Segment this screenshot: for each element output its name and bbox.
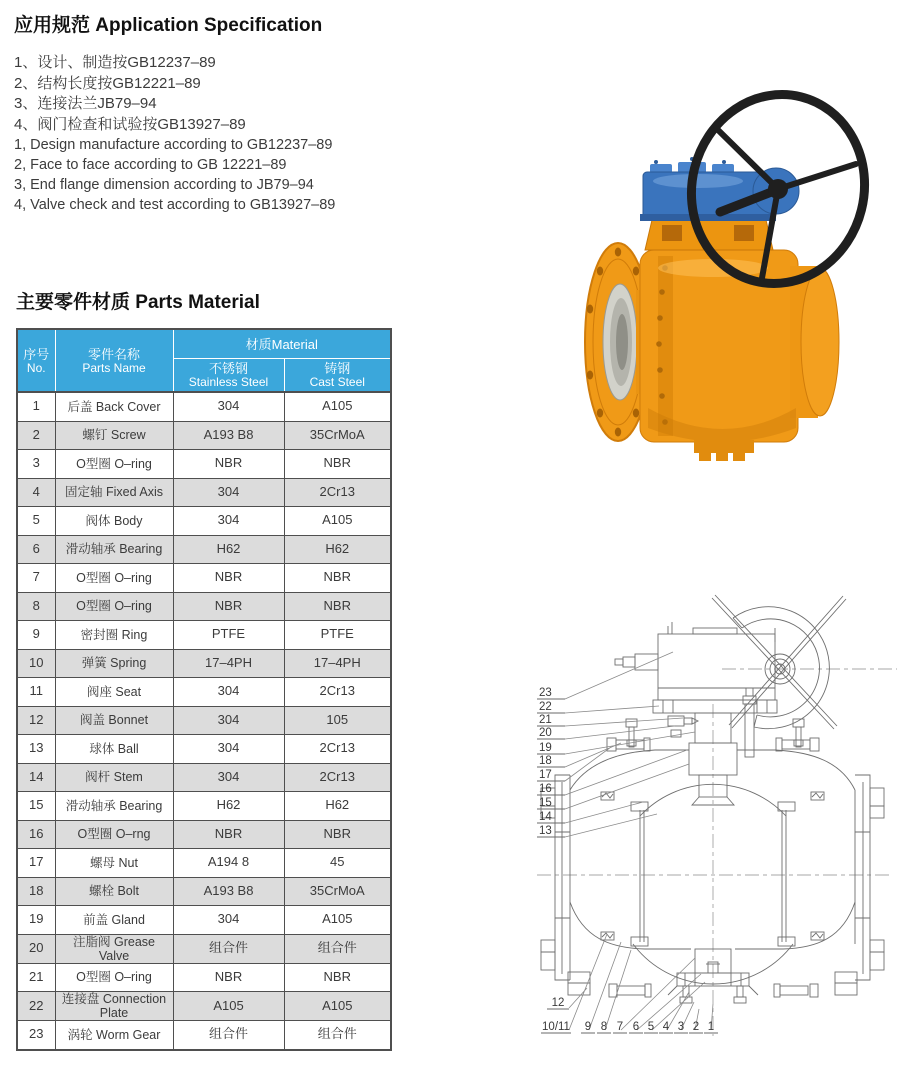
- cell-name: 后盖 Back Cover: [55, 392, 173, 421]
- table-row: [17, 934, 391, 963]
- cell-name: 螺钉 Screw: [55, 421, 173, 450]
- drawing-label: 16: [539, 783, 552, 795]
- list-item: 2, Face to face according to GB 12221–89: [14, 157, 287, 173]
- table-row: [17, 564, 391, 593]
- cell-no: 10: [17, 649, 55, 678]
- cell-stainless: 304: [173, 706, 284, 735]
- table-row: [17, 792, 391, 821]
- cell-no: 21: [17, 963, 55, 992]
- table-row: [17, 621, 391, 650]
- cell-stainless: 304: [173, 478, 284, 507]
- cell-stainless: 组合件: [173, 934, 284, 963]
- cell-cast: 35CrMoA: [284, 421, 391, 450]
- cell-name: 连接盘 Connection Plate: [55, 992, 173, 1021]
- table-row: [17, 450, 391, 479]
- table-row: [17, 507, 391, 536]
- cell-no: 12: [17, 706, 55, 735]
- cell-cast: A105: [284, 507, 391, 536]
- cell-name: 滑动轴承 Bearing: [55, 535, 173, 564]
- cell-cast: 2Cr13: [284, 478, 391, 507]
- cell-stainless: 组合件: [173, 1021, 284, 1050]
- cell-no: 9: [17, 621, 55, 650]
- cell-no: 17: [17, 849, 55, 878]
- cell-name: 滑动轴承 Bearing: [55, 792, 173, 821]
- drawing-label: 3: [677, 1021, 685, 1033]
- cell-name: O型圈 O–ring: [55, 564, 173, 593]
- cell-name: O型圈 O–ring: [55, 963, 173, 992]
- cell-cast: 2Cr13: [284, 763, 391, 792]
- cell-no: 5: [17, 507, 55, 536]
- cell-cast: H62: [284, 792, 391, 821]
- table-row: [17, 1021, 391, 1050]
- list-item: 1, Design manufacture according to GB12237–89: [14, 137, 333, 153]
- cell-name: 固定轴 Fixed Axis: [55, 478, 173, 507]
- col-cast: 铸钢 Cast Steel: [284, 359, 391, 393]
- cell-stainless: H62: [173, 535, 284, 564]
- drawing-label: 17: [539, 769, 552, 781]
- cell-stainless: A194 8: [173, 849, 284, 878]
- table-row: [17, 649, 391, 678]
- cell-stainless: A105: [173, 992, 284, 1021]
- cell-name: 前盖 Gland: [55, 906, 173, 935]
- cell-name: 弹簧 Spring: [55, 649, 173, 678]
- cell-name: 注脂阀 Grease Valve: [55, 934, 173, 963]
- cell-stainless: 304: [173, 906, 284, 935]
- cell-no: 22: [17, 992, 55, 1021]
- cell-stainless: A193 B8: [173, 421, 284, 450]
- parts-title: 主要零件材质 Parts Material: [16, 292, 260, 313]
- valve-photo-svg: [548, 78, 898, 463]
- cell-no: 4: [17, 478, 55, 507]
- drawing-label: 8: [600, 1021, 608, 1033]
- cell-cast: A105: [284, 906, 391, 935]
- drawing-label: 4: [662, 1021, 670, 1033]
- cell-stainless: 17–4PH: [173, 649, 284, 678]
- cell-no: 1: [17, 392, 55, 421]
- cell-stainless: 304: [173, 678, 284, 707]
- cell-stainless: 304: [173, 735, 284, 764]
- cell-name: 阀座 Seat: [55, 678, 173, 707]
- drawing-label: 5: [647, 1021, 655, 1033]
- cell-cast: 2Cr13: [284, 735, 391, 764]
- col-no: 序号 No.: [17, 329, 55, 392]
- cell-no: 11: [17, 678, 55, 707]
- drawing-label: 12: [551, 997, 565, 1009]
- table-row: [17, 992, 391, 1021]
- cell-name: O型圈 O–rng: [55, 820, 173, 849]
- table-row: [17, 963, 391, 992]
- valve-body: [636, 220, 839, 461]
- drawing-label: 22: [539, 701, 552, 713]
- cell-name: 涡轮 Worm Gear: [55, 1021, 173, 1050]
- app-spec-english-list: [14, 135, 534, 215]
- table-row: [17, 535, 391, 564]
- table-row: [17, 877, 391, 906]
- list-item: 4, Valve check and test according to GB13927–89: [14, 197, 336, 213]
- cell-cast: NBR: [284, 820, 391, 849]
- cell-stainless: NBR: [173, 963, 284, 992]
- sectional-drawing: [525, 592, 900, 1052]
- cell-stainless: NBR: [173, 592, 284, 621]
- table-row: [17, 735, 391, 764]
- list-item: 4、阀门检查和试验按GB13927–89: [14, 115, 246, 133]
- application-specification-section: [14, 10, 534, 215]
- cell-stainless: 304: [173, 392, 284, 421]
- drawing-label: 21: [539, 714, 552, 726]
- drawing-label: 20: [539, 727, 552, 739]
- sectional-drawing-svg: [525, 592, 900, 1052]
- parts-table-body: [17, 392, 391, 1050]
- cell-cast: 2Cr13: [284, 678, 391, 707]
- cell-no: 3: [17, 450, 55, 479]
- cell-no: 16: [17, 820, 55, 849]
- drawing-label: 15: [539, 797, 552, 809]
- cell-no: 15: [17, 792, 55, 821]
- list-item: 3, End flange dimension according to JB79–94: [14, 177, 314, 193]
- cell-stainless: A193 B8: [173, 877, 284, 906]
- cell-cast: PTFE: [284, 621, 391, 650]
- drawing-label: 23: [539, 687, 552, 699]
- app-spec-chinese-list: [14, 53, 534, 135]
- cell-cast: NBR: [284, 564, 391, 593]
- cell-name: O型圈 O–ring: [55, 450, 173, 479]
- table-row: [17, 706, 391, 735]
- cell-cast: NBR: [284, 963, 391, 992]
- parts-material-section: [16, 287, 396, 1051]
- cell-no: 8: [17, 592, 55, 621]
- cell-no: 19: [17, 906, 55, 935]
- cell-no: 23: [17, 1021, 55, 1050]
- cell-stainless: 304: [173, 507, 284, 536]
- cell-cast: 35CrMoA: [284, 877, 391, 906]
- table-row: [17, 763, 391, 792]
- cell-name: 密封圈 Ring: [55, 621, 173, 650]
- cell-cast: 组合件: [284, 1021, 391, 1050]
- table-row: [17, 421, 391, 450]
- valve-photo: [548, 78, 898, 463]
- list-item: 3、连接法兰JB79–94: [14, 95, 157, 112]
- table-row: [17, 849, 391, 878]
- cell-name: 阀杆 Stem: [55, 763, 173, 792]
- cell-no: 6: [17, 535, 55, 564]
- cell-cast: 45: [284, 849, 391, 878]
- cell-no: 7: [17, 564, 55, 593]
- list-item: 1、设计、制造按GB12237–89: [14, 54, 216, 71]
- drawing-label: 13: [539, 825, 552, 837]
- table-row: [17, 906, 391, 935]
- drawing-label: 18: [539, 755, 552, 767]
- table-row: [17, 592, 391, 621]
- table-row: [17, 392, 391, 421]
- cell-no: 14: [17, 763, 55, 792]
- list-item: 2、结构长度按GB12221–89: [14, 74, 201, 92]
- cell-no: 2: [17, 421, 55, 450]
- cell-stainless: NBR: [173, 820, 284, 849]
- table-row: [17, 820, 391, 849]
- cell-cast: 17–4PH: [284, 649, 391, 678]
- cell-no: 20: [17, 934, 55, 963]
- parts-table: [16, 328, 392, 1051]
- cell-name: O型圈 O–ring: [55, 592, 173, 621]
- app-spec-title: 应用规范 Application Specification: [14, 15, 323, 36]
- cell-name: 球体 Ball: [55, 735, 173, 764]
- cell-name: 螺母 Nut: [55, 849, 173, 878]
- drawing-label: 9: [584, 1021, 592, 1033]
- cell-no: 13: [17, 735, 55, 764]
- drawing-label: 1: [707, 1021, 715, 1033]
- parts-table-header: [17, 329, 391, 392]
- col-material: 材质Material: [173, 329, 391, 359]
- drawing-label: 10/11: [542, 1021, 570, 1033]
- drawing-label: 19: [539, 742, 552, 754]
- cell-cast: A105: [284, 392, 391, 421]
- cell-stainless: PTFE: [173, 621, 284, 650]
- drawing-label: 7: [616, 1021, 624, 1033]
- cell-cast: A105: [284, 992, 391, 1021]
- col-stainless: 不锈钢 Stainless Steel: [173, 359, 284, 393]
- table-row: [17, 678, 391, 707]
- cell-cast: H62: [284, 535, 391, 564]
- cell-no: 18: [17, 877, 55, 906]
- col-name: 零件名称 Parts Name: [55, 329, 173, 392]
- cell-stainless: 304: [173, 763, 284, 792]
- cell-cast: 105: [284, 706, 391, 735]
- drawing-label: 6: [632, 1021, 640, 1033]
- cell-name: 阀体 Body: [55, 507, 173, 536]
- cell-stainless: H62: [173, 792, 284, 821]
- cell-cast: 组合件: [284, 934, 391, 963]
- table-row: [17, 478, 391, 507]
- drawing-label: 14: [539, 811, 552, 823]
- cell-name: 阀盖 Bonnet: [55, 706, 173, 735]
- drawing-label: 2: [692, 1021, 700, 1033]
- cell-stainless: NBR: [173, 564, 284, 593]
- cell-cast: NBR: [284, 450, 391, 479]
- cell-cast: NBR: [284, 592, 391, 621]
- cell-stainless: NBR: [173, 450, 284, 479]
- cell-name: 螺栓 Bolt: [55, 877, 173, 906]
